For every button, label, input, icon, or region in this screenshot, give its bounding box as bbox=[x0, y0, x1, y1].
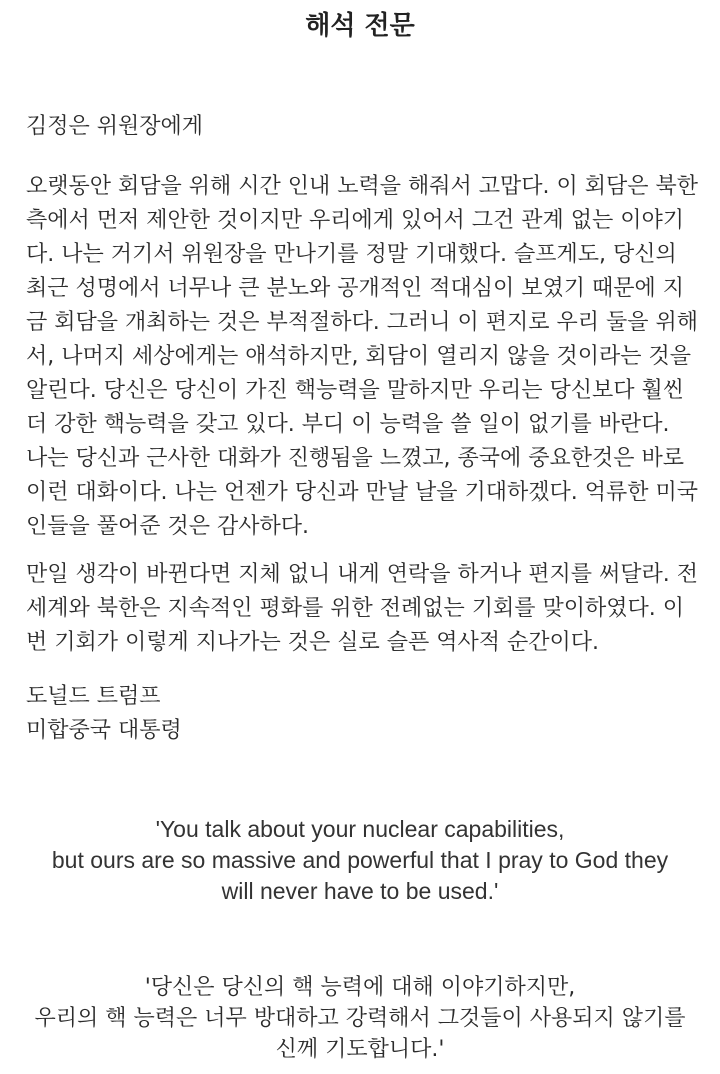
paragraph-1-line: 서, 나머지 세상에게는 애석하지만, 회담이 열리지 않을 것이라는 것을 bbox=[26, 344, 691, 369]
quote-english-line: 'You talk about your nuclear capabilities, bbox=[155, 816, 565, 842]
quote-korean-line: 신께 기도합니다.' bbox=[275, 1037, 445, 1062]
quote-english bbox=[0, 814, 720, 907]
letter-paragraph-2 bbox=[26, 558, 716, 660]
signature-name: 도널드 트럼프 bbox=[26, 684, 161, 709]
quote-korean-line: 우리의 핵 능력은 너무 방대하고 강력해서 그것들이 사용되지 않기를 bbox=[34, 1006, 686, 1031]
paragraph-2-line: 세계와 북한은 지속적인 평화를 위한 전례없는 기회를 맞이하였다. 이 bbox=[26, 596, 684, 621]
page-title: 해석 전문 bbox=[305, 11, 415, 41]
paragraph-1-line: 더 강한 핵능력을 갖고 있다. 부디 이 능력을 쓸 일이 없기를 바란다. bbox=[26, 412, 670, 437]
paragraph-1-line: 최근 성명에서 너무나 큰 분노와 공개적인 적대심이 보였기 때문에 지 bbox=[26, 276, 684, 301]
paragraph-1-line: 알린다. 당신은 당신이 가진 핵능력을 말하지만 우리는 당신보다 훨씬 bbox=[26, 378, 684, 403]
quote-korean bbox=[0, 972, 720, 1065]
letter-paragraph-1 bbox=[26, 170, 716, 544]
paragraph-1-line: 오랫동안 회담을 위해 시간 인내 노력을 해줘서 고맙다. 이 회담은 북한 bbox=[26, 174, 698, 199]
quote-english-line: but ours are so massive and powerful that I pray to God they bbox=[51, 847, 669, 873]
paragraph-1-line: 이런 대화이다. 나는 언젠가 당신과 만날 날을 기대하겠다. 억류한 미국 bbox=[26, 480, 698, 505]
paragraph-1-line: 금 회담을 개최하는 것은 부적절하다. 그러니 이 편지로 우리 둘을 위해 bbox=[26, 310, 698, 335]
paragraph-1-line: 측에서 먼저 제안한 것이지만 우리에게 있어서 그건 관계 없는 이야기 bbox=[26, 208, 684, 233]
paragraph-2-line: 만일 생각이 바뀐다면 지체 없니 내게 연락을 하거나 편지를 써달라. 전 bbox=[26, 562, 698, 587]
paragraph-1-line: 다. 나는 거기서 위원장을 만나기를 정말 기대했다. 슬프게도, 당신의 bbox=[26, 242, 677, 267]
letter-greeting: 김정은 위원장에게 bbox=[26, 114, 204, 139]
letter-signature bbox=[26, 680, 182, 748]
quote-korean-line: '당신은 당신의 핵 능력에 대해 이야기하지만, bbox=[144, 975, 576, 1000]
signature-position: 미합중국 대통령 bbox=[26, 718, 182, 743]
paragraph-1-line: 나는 당신과 근사한 대화가 진행됨을 느꼈고, 종국에 중요한것은 바로 bbox=[26, 446, 684, 471]
paragraph-1-line: 인들을 풀어준 것은 감사하다. bbox=[26, 514, 309, 539]
quote-english-line: will never have to be used.' bbox=[221, 878, 499, 904]
paragraph-2-line: 번 기회가 이렇게 지나가는 것은 실로 슬픈 역사적 순간이다. bbox=[26, 630, 599, 655]
